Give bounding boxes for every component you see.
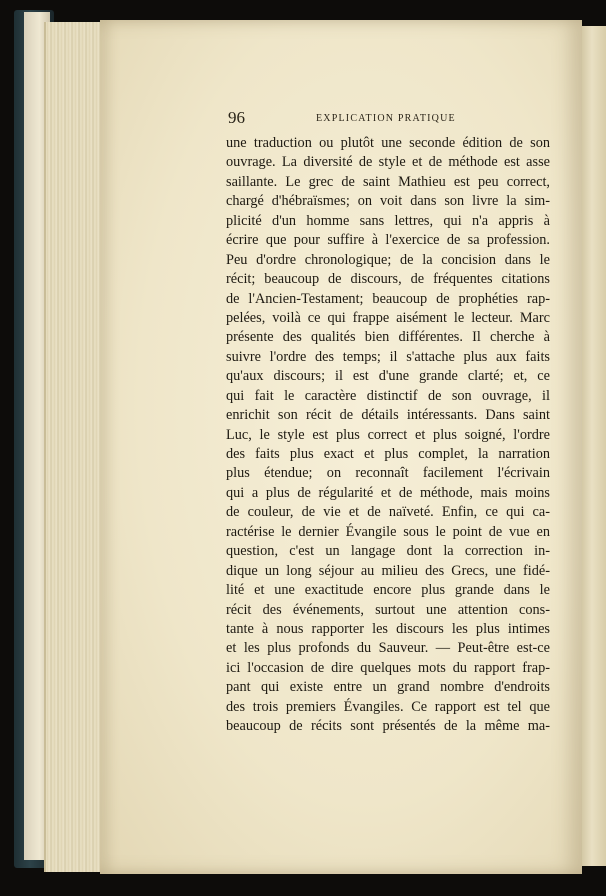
- text-line: qui fait le caractère distinctif de son ouvrage, il: [226, 387, 550, 404]
- running-title: EXPLICATION PRATIQUE: [316, 113, 456, 124]
- text-line: plicité d'un homme sans lettres, qui n'a appris à: [226, 212, 550, 229]
- text-line: ici l'occasion de dire quelques mots du rapport frap-: [226, 659, 550, 676]
- text-line: récit des événements, surtout une attention cons-: [226, 601, 550, 618]
- page-header: [228, 108, 456, 130]
- text-line: suivre l'ordre des temps; il s'attache plus aux faits: [226, 348, 550, 365]
- text-line: des trois premiers Évangiles. Ce rapport est tel que: [226, 698, 550, 715]
- text-line: ouvrage. La diversité de style et de méthode est asse: [226, 154, 550, 171]
- text-line: récit; beaucoup de discours, de fréquentes citations: [226, 271, 550, 288]
- text-line: beaucoup de récits sont présentés de la même ma-: [226, 718, 550, 735]
- text-line: question, c'est un langage dont la correction in-: [226, 543, 550, 560]
- page-edges: [44, 22, 108, 872]
- text-line: tante à nous rapporter les discours les plus intimes: [226, 620, 550, 637]
- text-line: une traduction ou plutôt une seconde édition de son: [226, 135, 550, 151]
- text-line: de couleur, de vie et de naïveté. Enfin, ce qui ca-: [226, 504, 550, 521]
- text-line: pant qui existe entre un grand nombre d'endroits: [226, 679, 550, 696]
- text-line: pelées, voilà ce qui frappe aisément le lecteur. Marc: [226, 309, 550, 326]
- text-line: et les plus profonds du Sauveur. — Peut-être est-ce: [226, 640, 550, 657]
- text-line: qui a plus de régularité et de méthode, mais moins: [226, 484, 550, 501]
- text-line: de l'Ancien-Testament; beaucoup de prophéties rap-: [226, 290, 550, 307]
- text-line: des faits plus exact et plus complet, la narration: [226, 446, 550, 462]
- text-line: écrire que pour suffire à l'exercice de sa profession.: [226, 232, 550, 249]
- text-line: enrichit son récit de détails intéressants. Dans saint: [226, 407, 550, 424]
- text-line: plus étendue; on reconnaît facilement l'écrivain: [226, 465, 550, 482]
- text-line: Peu d'ordre chronologique; de la concision dans le: [226, 251, 550, 268]
- page-number: 96: [228, 108, 245, 127]
- text-line: saillante. Le grec de saint Mathieu est peu correct,: [226, 173, 550, 190]
- text-line: chargé d'hébraïsmes; on voit dans son livre la sim-: [226, 193, 550, 210]
- text-line: dique un long séjour au milieu des Grecs, une fidé-: [226, 562, 550, 579]
- facing-page-edge: [578, 26, 606, 866]
- text-line: lité et une exactitude encore plus grande dans le: [226, 582, 550, 599]
- text-line: ractérise le dernier Évangile sous le point de vue en: [226, 523, 550, 540]
- body-text: [226, 134, 550, 737]
- text-line: qu'aux discours; il est d'une grande clarté; et, ce: [226, 368, 550, 385]
- text-line: Luc, le style est plus correct et plus soigné, l'ordre: [226, 426, 550, 443]
- text-line: présente des qualités bien différentes. Il cherche à: [226, 329, 550, 346]
